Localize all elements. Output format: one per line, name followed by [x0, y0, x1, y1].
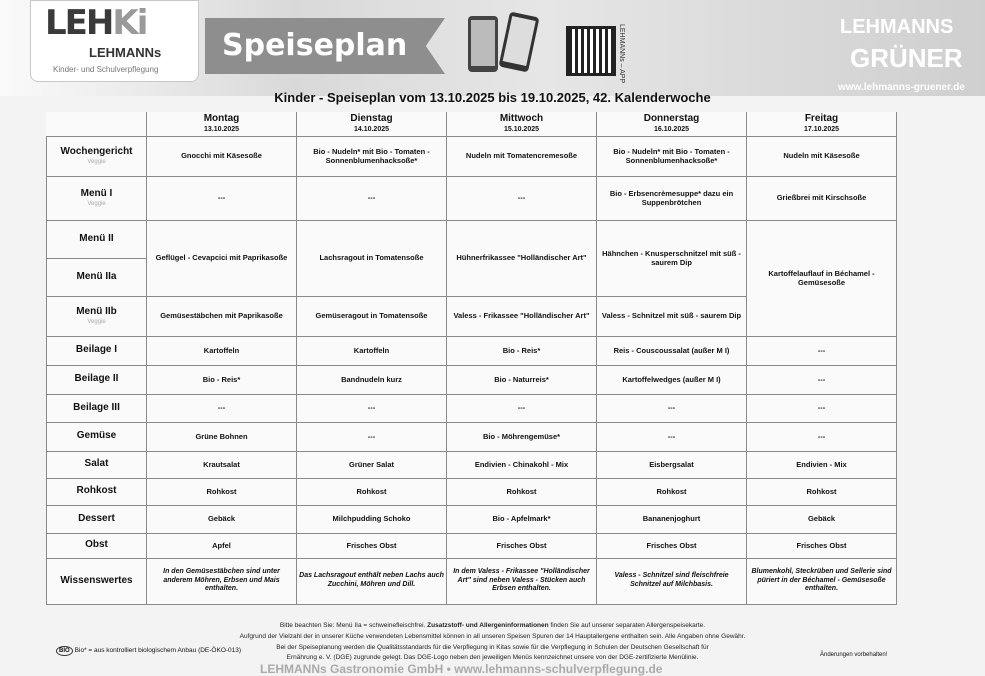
row-label: Beilage I	[47, 336, 147, 365]
menu-cell: Bio - Möhrengemüse*	[447, 422, 597, 451]
menu-cell: Krautsalat	[147, 451, 297, 478]
logo-tagline: Kinder- und Schulverpflegung	[53, 65, 159, 74]
menu-cell: Bio - Erbsencrèmesuppe* dazu ein Suppenbrötchen	[597, 176, 747, 220]
lehki-logo	[30, 0, 199, 82]
brand-url: www.lehmanns-gruener.de	[838, 82, 965, 93]
menu-cell: Bio - Nudeln* mit Bio - Tomaten - Sonnenblumenhacksoße*	[297, 136, 447, 176]
menu-cell: Nudeln mit Tomatencremesoße	[447, 136, 597, 176]
changes-note: Änderungen vorbehalten!	[820, 652, 888, 658]
menu-cell: ---	[747, 394, 897, 422]
menu-cell: Grüner Salat	[297, 451, 447, 478]
menu-cell: Gebäck	[147, 505, 297, 533]
menu-cell: Rohkost	[747, 478, 897, 505]
info-cell: In dem Valess - Frikassee "Holländischer Art" sind neben Valess - Stücken auch Erbsen enthalten.	[447, 558, 597, 604]
table-row	[47, 136, 897, 176]
menu-cell: Apfel	[147, 533, 297, 558]
row-label: Menü I Veggie	[47, 176, 147, 220]
day-header: Donnerstag 16.10.2025	[597, 112, 747, 136]
info-cell: Blumenkohl, Steckrüben und Sellerie sind püriert in der Béchamel - Gemüsesoße enthalten.	[747, 558, 897, 604]
menu-cell: ---	[747, 336, 897, 365]
menu-cell: ---	[447, 394, 597, 422]
table-row	[47, 533, 897, 558]
menu-table	[46, 112, 897, 605]
menu-cell: ---	[747, 365, 897, 394]
menu-cell: ---	[597, 422, 747, 451]
menu-cell: Gnocchi mit Käsesoße	[147, 136, 297, 176]
day-header: Mittwoch 15.10.2025	[447, 112, 597, 136]
row-label: Menü IIa	[47, 258, 147, 296]
menu-cell: ---	[297, 176, 447, 220]
menu-cell: Valess - Frikassee "Holländischer Art"	[447, 296, 597, 336]
menu-cell: ---	[597, 394, 747, 422]
menu-cell: Kartoffelauflauf in Béchamel - Gemüsesoße	[747, 220, 897, 336]
menu-cell: Endivien - Chinakohl - Mix	[447, 451, 597, 478]
footer-line-traces: Aufgrund der Vielzahl der in unserer Küche verwendeten Lebensmittel können in all unseren Speisen Spuren der 14 Hauptallergene enthalten sein. Alle Angaben ohne Gewähr.	[239, 633, 746, 640]
footer-line-dge-2: Ernährung e. V. (DGE) zugrunde gelegt. Das DGE-Logo neben den jeweiligen Menüs kennzeichnet unsere von der DGE-zertifizierte Menülinie.	[286, 654, 699, 661]
row-label: Rohkost	[47, 478, 147, 505]
menu-heading: Kinder - Speiseplan vom 13.10.2025 bis 19.10.2025, 42. Kalenderwoche	[274, 90, 711, 105]
menu-cell: Frisches Obst	[297, 533, 447, 558]
menu-cell: Bio - Naturreis*	[447, 365, 597, 394]
menu-cell: Rohkost	[597, 478, 747, 505]
menu-cell: Nudeln mit Käsesoße	[747, 136, 897, 176]
menu-cell: Frisches Obst	[597, 533, 747, 558]
row-label: Dessert	[47, 505, 147, 533]
menu-cell: Frisches Obst	[747, 533, 897, 558]
menu-cell: Hähnchen - Knusperschnitzel mit süß - saurem Dip	[597, 220, 747, 296]
table-row	[47, 176, 897, 220]
menu-cell: Kartoffeln	[297, 336, 447, 365]
menu-cell: Rohkost	[447, 478, 597, 505]
menu-cell: Frisches Obst	[447, 533, 597, 558]
row-label: Menü II	[47, 220, 147, 258]
row-label: Gemüse	[47, 422, 147, 451]
menu-cell: Gemüseragout in Tomatensoße	[297, 296, 447, 336]
day-header: Dienstag 14.10.2025	[297, 112, 447, 136]
menu-cell: Endivien - Mix	[747, 451, 897, 478]
logo-subtitle: LEHMANNs	[89, 45, 162, 60]
page-title: Speiseplan	[222, 28, 408, 63]
menu-cell: Valess - Schnitzel mit süß - saurem Dip	[597, 296, 747, 336]
phones-icon	[462, 8, 550, 76]
menu-cell: ---	[447, 176, 597, 220]
brand-name-top: LEHMANNS	[840, 16, 954, 38]
footer-line-allergens: Bitte beachten Sie: Menü IIa = schweinefleischfrei. Zusatzstoff- und Allergeninformationen finden Sie auf unserer separaten Allergenspeisekarte.	[279, 622, 706, 629]
bio-note: BIO Bio* = aus kontrolliert biologischem Anbau (DE-ÖKO-013)	[56, 646, 241, 656]
menu-cell: Rohkost	[297, 478, 447, 505]
row-label: Wissenswertes	[47, 558, 147, 604]
menu-cell: Grießbrei mit Kirschsoße	[747, 176, 897, 220]
table-row	[47, 394, 897, 422]
qr-code	[566, 26, 616, 76]
day-header-row	[47, 112, 897, 136]
menu-cell: Grüne Bohnen	[147, 422, 297, 451]
corner-cell	[47, 112, 147, 136]
menu-cell: Bio - Nudeln* mit Bio - Tomaten - Sonnenblumenhacksoße*	[597, 136, 747, 176]
info-cell: In den Gemüsestäbchen sind unter anderem Möhren, Erbsen und Mais enthalten.	[147, 558, 297, 604]
bio-icon: BIO	[56, 646, 73, 656]
menu-cell: Bandnudeln kurz	[297, 365, 447, 394]
menu-cell: Bio - Apfelmark*	[447, 505, 597, 533]
table-row	[47, 422, 897, 451]
info-cell: Valess - Schnitzel sind fleischfreie Schnitzel auf Milchbasis.	[597, 558, 747, 604]
day-header: Montag 13.10.2025	[147, 112, 297, 136]
menu-cell: Rohkost	[147, 478, 297, 505]
menu-cell: Gebäck	[747, 505, 897, 533]
menu-cell: ---	[297, 394, 447, 422]
company-footer: LEHMANNs Gastronomie GmbH • www.lehmanns-schulverpflegung.de	[260, 662, 663, 676]
table-row	[47, 451, 897, 478]
day-header: Freitag 17.10.2025	[747, 112, 897, 136]
footer-line-dge-1: Bei der Speiseplanung werden die Qualitätsstandards für die Verpflegung in Kitas sowie für die Verpflegung in Schulen der Deutschen Gesellschaft für	[276, 644, 709, 651]
menu-cell: Kartoffelwedges (außer M I)	[597, 365, 747, 394]
menu-cell: Lachsragout in Tomatensoße	[297, 220, 447, 296]
menu-cell: ---	[147, 394, 297, 422]
row-label: Beilage III	[47, 394, 147, 422]
menu-cell: Geflügel - Cevapcici mit Paprikasoße	[147, 220, 297, 296]
app-label: LEHMANNs – APP	[618, 24, 625, 84]
logo-wordmark: LEHKi	[45, 3, 147, 43]
menu-cell: Bananenjoghurt	[597, 505, 747, 533]
menu-cell: ---	[747, 422, 897, 451]
row-label: Obst	[47, 533, 147, 558]
menu-cell: Milchpudding Schoko	[297, 505, 447, 533]
brand-name-bottom: GRÜNER	[850, 43, 963, 73]
menu-cell: ---	[147, 176, 297, 220]
menu-cell: Bio - Reis*	[447, 336, 597, 365]
table-row	[47, 336, 897, 365]
table-row	[47, 558, 897, 604]
menu-cell: ---	[297, 422, 447, 451]
header-banner	[0, 0, 985, 96]
menu-cell: Gemüsestäbchen mit Paprikasoße	[147, 296, 297, 336]
table-row	[47, 365, 897, 394]
menu-cell: Hühnerfrikassee "Holländischer Art"	[447, 220, 597, 296]
menu-cell: Reis - Couscoussalat (außer M I)	[597, 336, 747, 365]
table-row	[47, 505, 897, 533]
menu-cell: Kartoffeln	[147, 336, 297, 365]
row-label: Wochengericht Veggie	[47, 136, 147, 176]
table-row	[47, 220, 897, 258]
menu-cell: Bio - Reis*	[147, 365, 297, 394]
row-label: Salat	[47, 451, 147, 478]
info-cell: Das Lachsragout enthält neben Lachs auch Zucchini, Möhren und Dill.	[297, 558, 447, 604]
menu-cell: Eisbergsalat	[597, 451, 747, 478]
table-row	[47, 478, 897, 505]
row-label: Menü IIb Veggie	[47, 296, 147, 336]
row-label: Beilage II	[47, 365, 147, 394]
